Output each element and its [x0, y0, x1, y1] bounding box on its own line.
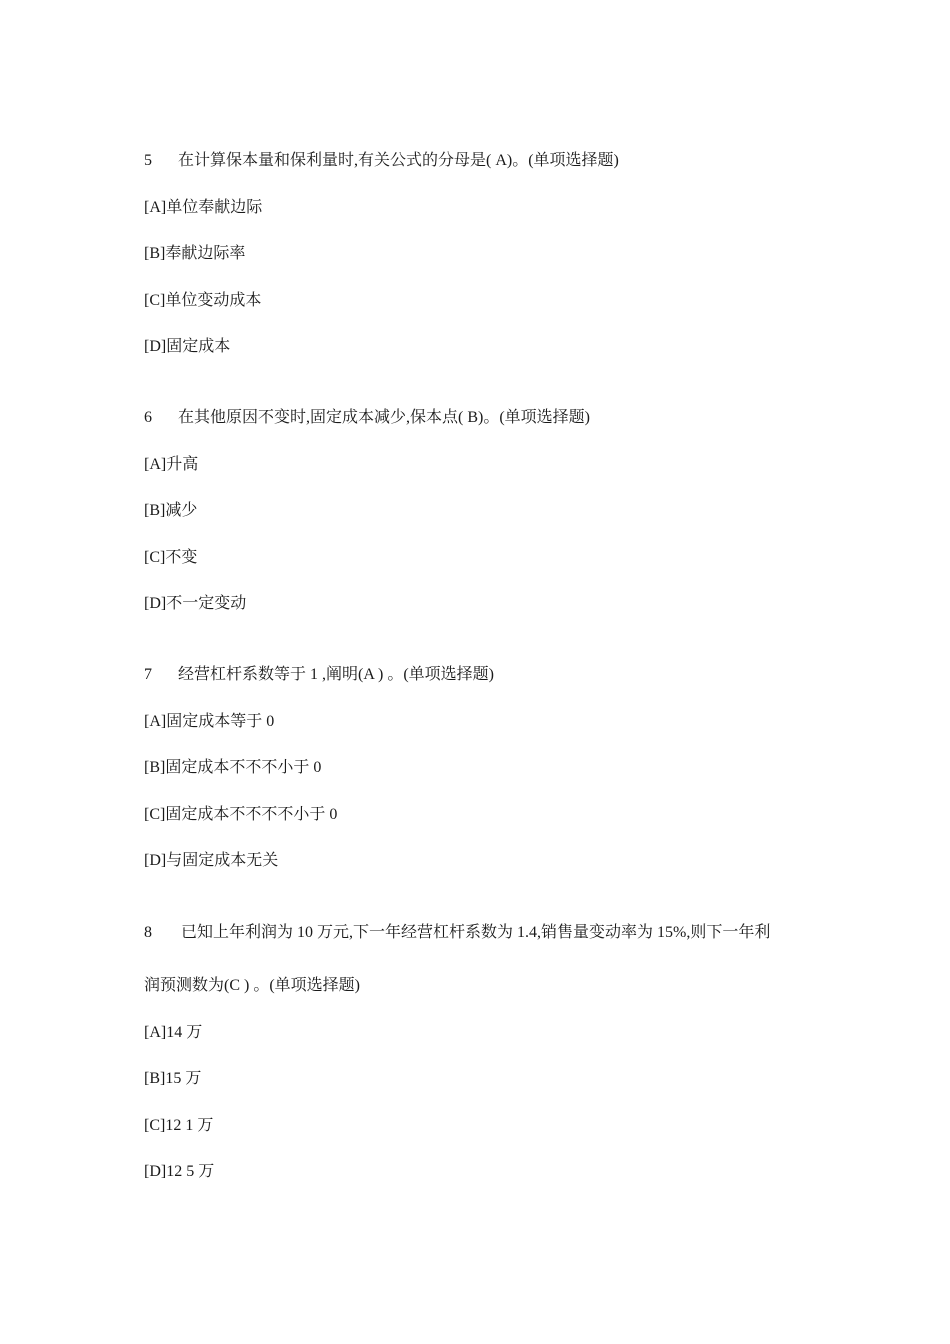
question-7-stem — [144, 665, 494, 685]
question-7-option-b: [B]固定成本不不不小于 0 — [144, 759, 322, 776]
question-8-stem — [144, 923, 770, 943]
question-5-option-c: [C]单位变动成本 — [144, 292, 262, 309]
question-7-option-d: [D]与固定成本无关 — [144, 852, 279, 869]
question-7-option-c: [C]固定成本不不不不小于 0 — [144, 806, 338, 823]
question-5-stem — [144, 151, 619, 171]
question-6-option-b: [B]减少 — [144, 502, 198, 519]
question-8-option-a: [A]14 万 — [144, 1024, 203, 1041]
question-6-option-d: [D]不一定变动 — [144, 595, 247, 612]
question-number: 7 — [144, 666, 152, 683]
question-8-stem-continued: 润预测数为(C ) 。(单项选择题) — [144, 977, 360, 994]
question-6-stem — [144, 408, 590, 428]
question-7-option-a: [A]固定成本等于 0 — [144, 713, 275, 730]
question-number: 8 — [144, 924, 152, 941]
question-5-option-a: [A]单位奉献边际 — [144, 199, 263, 216]
question-text: 在计算保本量和保利量时,有关公式的分母是( A)。(单项选择题) — [178, 152, 619, 169]
question-8-option-b: [B]15 万 — [144, 1070, 202, 1087]
question-8-option-d: [D]12 5 万 — [144, 1163, 215, 1180]
question-6-option-a: [A]升高 — [144, 456, 199, 473]
question-text: 在其他原因不变时,固定成本减少,保本点( B)。(单项选择题) — [178, 409, 590, 426]
question-text: 经营杠杆系数等于 1 ,阐明(A ) 。(单项选择题) — [178, 666, 494, 683]
question-text: 已知上年利润为 10 万元,下一年经营杠杆系数为 1.4,销售量变动率为 15%,则下一年利 — [181, 924, 771, 941]
question-8-option-c: [C]12 1 万 — [144, 1117, 214, 1134]
question-number: 5 — [144, 152, 152, 169]
question-5-option-d: [D]固定成本 — [144, 338, 231, 355]
question-number: 6 — [144, 409, 152, 426]
question-6-option-c: [C]不变 — [144, 549, 198, 566]
question-5-option-b: [B]奉献边际率 — [144, 245, 246, 262]
